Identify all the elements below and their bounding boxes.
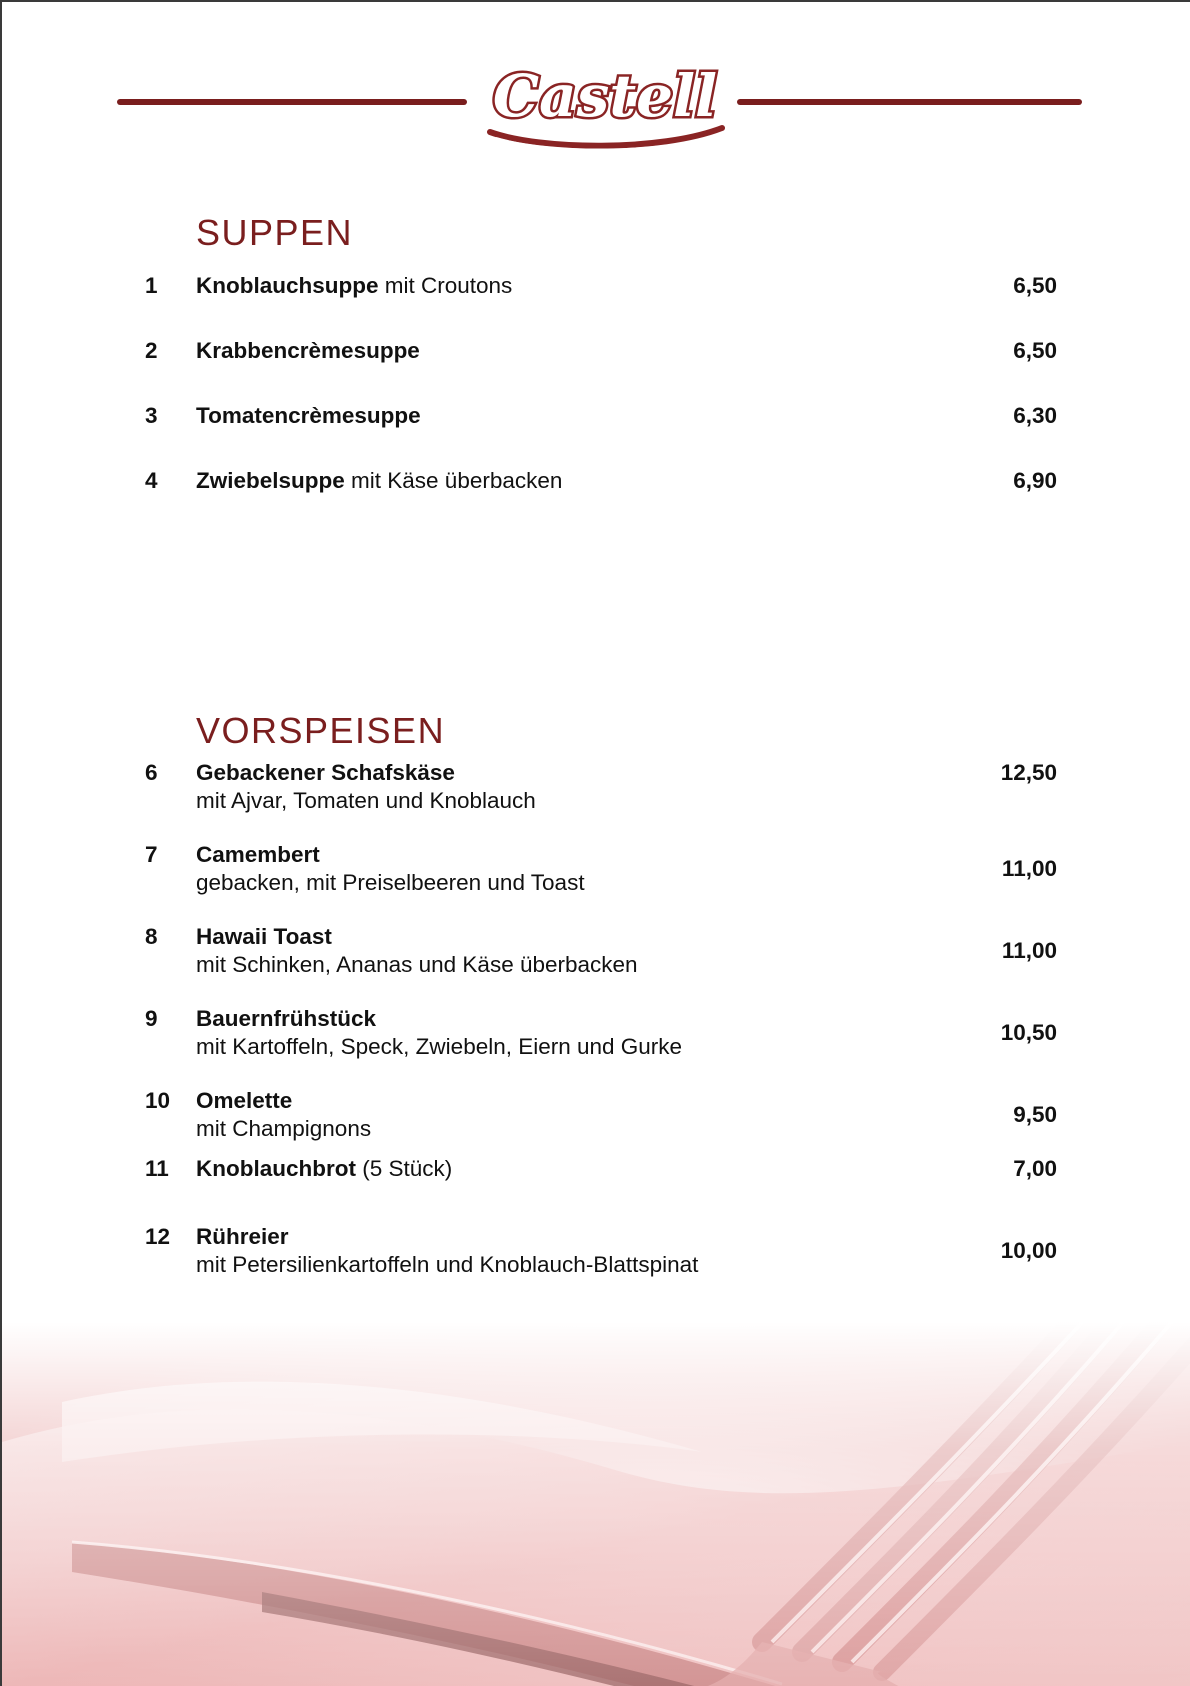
item-name: Knoblauchbrot: [196, 1156, 356, 1181]
item-name: Zwiebelsuppe: [196, 468, 345, 493]
header-rule-right: [737, 99, 1082, 105]
item-number: 11: [145, 1156, 169, 1181]
item-name: Krabbencrèmesuppe: [196, 338, 420, 363]
section-title: VORSPEISEN: [196, 710, 446, 751]
item-number: 1: [145, 273, 158, 298]
item-price: 12,50: [1000, 760, 1057, 785]
item-description: mit Petersilienkartoffeln und Knoblauch-Blattspinat: [196, 1252, 699, 1277]
item-description: mit Kartoffeln, Speck, Zwiebeln, Eiern und Gurke: [196, 1034, 683, 1059]
item-number: 3: [145, 403, 158, 428]
item-text: [196, 1087, 956, 1143]
item-text: [196, 337, 956, 365]
item-suffix: mit Käse überbacken: [344, 468, 563, 493]
item-number: 2: [145, 338, 158, 363]
item-suffix: mit Croutons: [378, 273, 513, 298]
item-text: [196, 759, 956, 815]
item-price: 11,00: [1001, 856, 1057, 881]
item-number: 10: [145, 1088, 171, 1113]
item-text: [196, 1223, 956, 1279]
item-description: mit Schinken, Ananas und Käse überbacken: [196, 952, 638, 977]
item-number: 8: [145, 924, 158, 949]
item-price: 7,00: [1013, 1156, 1057, 1181]
section-title: SUPPEN: [196, 212, 354, 253]
item-name: Gebackener Schafskäse: [196, 760, 455, 785]
item-text: [196, 272, 956, 300]
item-text: [196, 402, 956, 430]
item-suffix: (5 Stück): [355, 1156, 453, 1181]
item-price: 10,50: [1000, 1020, 1057, 1045]
item-number: 6: [145, 760, 158, 785]
item-description: mit Ajvar, Tomaten und Knoblauch: [196, 788, 536, 813]
item-price: 6,90: [1013, 468, 1057, 493]
item-description: gebacken, mit Preiselbeeren und Toast: [196, 870, 585, 895]
item-name: Hawaii Toast: [196, 924, 332, 949]
item-description: mit Champignons: [196, 1116, 372, 1141]
item-price: 6,50: [1013, 338, 1057, 363]
item-text: [196, 467, 956, 495]
castell-logo: [460, 54, 750, 156]
item-number: 4: [145, 468, 158, 493]
item-name: Camembert: [196, 842, 320, 867]
item-price: 6,50: [1013, 273, 1057, 298]
item-number: 9: [145, 1006, 158, 1031]
item-text: [196, 923, 956, 979]
item-name: Omelette: [196, 1088, 293, 1113]
item-name: Tomatencrèmesuppe: [196, 403, 421, 428]
item-number: 12: [145, 1224, 171, 1249]
item-price: 10,00: [1000, 1238, 1057, 1263]
item-name: Knoblauchsuppe: [196, 273, 379, 298]
item-price: 11,00: [1001, 938, 1057, 963]
item-name: Bauernfrühstück: [196, 1006, 377, 1031]
item-text: [196, 1155, 956, 1183]
item-number: 7: [145, 842, 158, 867]
item-price: 6,30: [1013, 403, 1057, 428]
item-name: Rühreier: [196, 1224, 289, 1249]
svg-text:Castell: Castell: [492, 62, 718, 130]
item-price: 9,50: [1013, 1102, 1057, 1127]
item-text: [196, 841, 956, 897]
item-text: [196, 1005, 956, 1061]
header-rule-left: [117, 99, 467, 105]
fork-and-knife-photo: [2, 1322, 1190, 1686]
